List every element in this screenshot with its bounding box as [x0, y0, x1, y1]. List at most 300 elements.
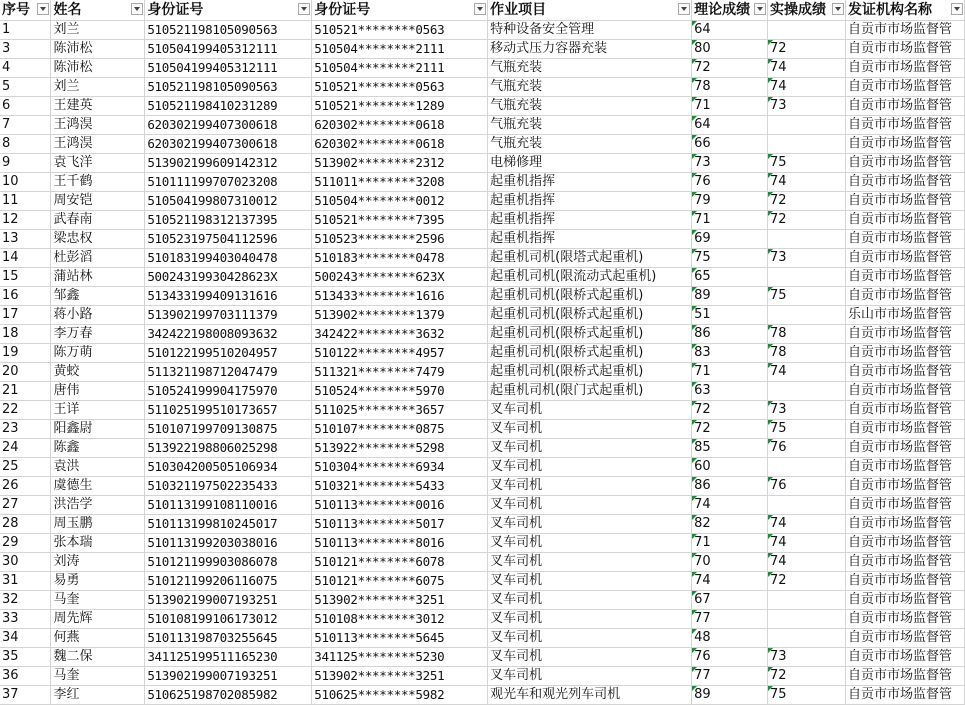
- col-name-cell[interactable]: 周安铠: [51, 192, 145, 211]
- col-seq-cell[interactable]: 26: [0, 477, 51, 496]
- col-issuer-cell[interactable]: 自贡市市场监督管: [845, 344, 964, 363]
- col-id-masked-cell[interactable]: 510113********8016: [312, 534, 488, 553]
- col-seq-cell[interactable]: 13: [0, 230, 51, 249]
- col-issuer-cell[interactable]: 自贡市市场监督管: [845, 610, 964, 629]
- col-name-cell[interactable]: 阳鑫尉: [51, 420, 145, 439]
- col-id-masked-cell[interactable]: 510521********0563: [312, 21, 488, 40]
- col-issuer-cell[interactable]: 自贡市市场监督管: [845, 249, 964, 268]
- col-project-cell[interactable]: 气瓶充装: [488, 97, 692, 116]
- col-id-masked-cell[interactable]: 620302********0618: [312, 116, 488, 135]
- col-id-cell[interactable]: 513922198806025298: [145, 439, 312, 458]
- col-theory-score-cell[interactable]: 72: [692, 59, 768, 78]
- col-seq-cell[interactable]: 36: [0, 667, 51, 686]
- col-id-cell[interactable]: 620302199407300618: [145, 135, 312, 154]
- col-name-header[interactable]: [51, 0, 145, 21]
- col-issuer-cell[interactable]: 自贡市市场监督管: [845, 553, 964, 572]
- col-issuer-cell[interactable]: 自贡市市场监督管: [845, 325, 964, 344]
- col-theory-score-cell[interactable]: 63: [692, 382, 768, 401]
- col-project-cell[interactable]: 起重机司机(限塔式起重机): [488, 249, 692, 268]
- col-theory-score-cell[interactable]: 48: [692, 629, 768, 648]
- col-issuer-cell[interactable]: 自贡市市场监督管: [845, 648, 964, 667]
- col-practical-score-cell[interactable]: 73: [768, 401, 846, 420]
- col-practical-score-cell[interactable]: 75: [768, 287, 846, 306]
- col-theory-score-cell[interactable]: 89: [692, 686, 768, 705]
- col-seq-cell[interactable]: 34: [0, 629, 51, 648]
- col-theory-score-cell[interactable]: 71: [692, 363, 768, 382]
- filter-dropdown-icon[interactable]: [678, 3, 690, 15]
- col-theory-score-cell[interactable]: 76: [692, 173, 768, 192]
- col-project-cell[interactable]: 叉车司机: [488, 553, 692, 572]
- col-project-cell[interactable]: 叉车司机: [488, 420, 692, 439]
- col-issuer-header[interactable]: [845, 0, 964, 21]
- col-practical-score-cell[interactable]: 74: [768, 534, 846, 553]
- col-seq-cell[interactable]: 24: [0, 439, 51, 458]
- col-project-cell[interactable]: 起重机司机(限桥式起重机): [488, 306, 692, 325]
- col-theory-score-cell[interactable]: 89: [692, 287, 768, 306]
- filter-dropdown-icon[interactable]: [754, 3, 766, 15]
- col-project-cell[interactable]: 叉车司机: [488, 667, 692, 686]
- col-theory-score-cell[interactable]: 79: [692, 192, 768, 211]
- col-issuer-cell[interactable]: 自贡市市场监督管: [845, 534, 964, 553]
- col-name-cell[interactable]: 何燕: [51, 629, 145, 648]
- col-practical-score-cell[interactable]: 75: [768, 420, 846, 439]
- filter-dropdown-icon[interactable]: [951, 3, 963, 15]
- col-practical-score-cell[interactable]: 74: [768, 78, 846, 97]
- col-practical-score-cell[interactable]: 75: [768, 154, 846, 173]
- col-id-masked-cell[interactable]: 510521********0563: [312, 78, 488, 97]
- col-project-cell[interactable]: 叉车司机: [488, 534, 692, 553]
- col-name-cell[interactable]: 蒋小路: [51, 306, 145, 325]
- col-practical-score-cell[interactable]: 78: [768, 344, 846, 363]
- col-id-cell[interactable]: 510321197502235433: [145, 477, 312, 496]
- col-project-header[interactable]: [488, 0, 692, 21]
- col-theory-score-cell[interactable]: 72: [692, 420, 768, 439]
- col-id-masked-cell[interactable]: 620302********0618: [312, 135, 488, 154]
- col-theory-score-cell[interactable]: 74: [692, 496, 768, 515]
- filter-dropdown-icon[interactable]: [37, 3, 49, 15]
- col-practical-score-cell[interactable]: 75: [768, 686, 846, 705]
- col-seq-cell[interactable]: 14: [0, 249, 51, 268]
- col-id-masked-cell[interactable]: 510107********0875: [312, 420, 488, 439]
- col-practical-score-cell[interactable]: 73: [768, 249, 846, 268]
- col-practical-score-cell[interactable]: [768, 458, 846, 477]
- col-practical-score-cell[interactable]: 76: [768, 477, 846, 496]
- col-id-cell[interactable]: 510625198702085982: [145, 686, 312, 705]
- col-theory-score-cell[interactable]: 69: [692, 230, 768, 249]
- col-name-cell[interactable]: 虞德生: [51, 477, 145, 496]
- col-id-cell[interactable]: 510521198105090563: [145, 21, 312, 40]
- col-theory-score-cell[interactable]: 66: [692, 135, 768, 154]
- col-theory-score-cell[interactable]: 70: [692, 553, 768, 572]
- col-id-cell[interactable]: 513902199007193251: [145, 667, 312, 686]
- col-id-masked-cell[interactable]: 510523********2596: [312, 230, 488, 249]
- col-issuer-cell[interactable]: 自贡市市场监督管: [845, 78, 964, 97]
- col-theory-score-cell[interactable]: 82: [692, 515, 768, 534]
- col-project-cell[interactable]: 起重机指挥: [488, 173, 692, 192]
- col-name-cell[interactable]: 魏二保: [51, 648, 145, 667]
- col-practical-score-cell[interactable]: 73: [768, 97, 846, 116]
- col-issuer-cell[interactable]: 自贡市市场监督管: [845, 667, 964, 686]
- col-practical-score-cell[interactable]: 74: [768, 553, 846, 572]
- col-issuer-cell[interactable]: 自贡市市场监督管: [845, 211, 964, 230]
- col-name-cell[interactable]: 刘兰: [51, 21, 145, 40]
- col-seq-cell[interactable]: 12: [0, 211, 51, 230]
- col-theory-score-cell[interactable]: 75: [692, 249, 768, 268]
- col-id-cell[interactable]: 513433199409131616: [145, 287, 312, 306]
- col-seq-cell[interactable]: 31: [0, 572, 51, 591]
- col-practical-score-cell[interactable]: [768, 591, 846, 610]
- col-id-cell[interactable]: 50024319930428623X: [145, 268, 312, 287]
- col-id-masked-cell[interactable]: 341125********5230: [312, 648, 488, 667]
- col-practical-score-cell[interactable]: 74: [768, 515, 846, 534]
- col-id-masked-cell[interactable]: 510304********6934: [312, 458, 488, 477]
- col-project-cell[interactable]: 叉车司机: [488, 515, 692, 534]
- col-issuer-cell[interactable]: 自贡市市场监督管: [845, 458, 964, 477]
- col-id-cell[interactable]: 510113199203038016: [145, 534, 312, 553]
- col-theory-score-cell[interactable]: 71: [692, 97, 768, 116]
- col-id-masked-cell[interactable]: 510121********6078: [312, 553, 488, 572]
- col-issuer-cell[interactable]: 自贡市市场监督管: [845, 287, 964, 306]
- col-id-cell[interactable]: 510108199106173012: [145, 610, 312, 629]
- col-name-cell[interactable]: 唐伟: [51, 382, 145, 401]
- col-theory-score-cell[interactable]: 83: [692, 344, 768, 363]
- col-id-masked-cell[interactable]: 513433********1616: [312, 287, 488, 306]
- col-seq-cell[interactable]: 5: [0, 78, 51, 97]
- col-seq-cell[interactable]: 20: [0, 363, 51, 382]
- col-id-masked-cell[interactable]: 511025********3657: [312, 401, 488, 420]
- col-practical-score-cell[interactable]: [768, 629, 846, 648]
- col-theory-score-cell[interactable]: 77: [692, 667, 768, 686]
- col-id-cell[interactable]: 510121199903086078: [145, 553, 312, 572]
- col-practical-score-cell[interactable]: 74: [768, 363, 846, 382]
- col-seq-cell[interactable]: 11: [0, 192, 51, 211]
- col-practical-score-cell[interactable]: 72: [768, 667, 846, 686]
- col-practical-score-cell[interactable]: 72: [768, 192, 846, 211]
- col-seq-cell[interactable]: 30: [0, 553, 51, 572]
- col-name-cell[interactable]: 梁忠权: [51, 230, 145, 249]
- col-seq-cell[interactable]: 22: [0, 401, 51, 420]
- col-name-cell[interactable]: 李万春: [51, 325, 145, 344]
- col-seq-cell[interactable]: 17: [0, 306, 51, 325]
- col-project-cell[interactable]: 特种设备安全管理: [488, 21, 692, 40]
- col-theory-score-cell[interactable]: 51: [692, 306, 768, 325]
- col-id-masked-cell[interactable]: 510108********3012: [312, 610, 488, 629]
- col-seq-cell[interactable]: 6: [0, 97, 51, 116]
- col-name-cell[interactable]: 王鸿淏: [51, 116, 145, 135]
- col-name-cell[interactable]: 刘涛: [51, 553, 145, 572]
- col-id-masked-cell[interactable]: 513902********3251: [312, 591, 488, 610]
- col-name-cell[interactable]: 周玉鹏: [51, 515, 145, 534]
- col-theory-score-cell[interactable]: 76: [692, 648, 768, 667]
- col-id-cell[interactable]: 510521198410231289: [145, 97, 312, 116]
- col-theory-score-cell[interactable]: 73: [692, 154, 768, 173]
- col-project-cell[interactable]: 电梯修理: [488, 154, 692, 173]
- col-issuer-cell[interactable]: 自贡市市场监督管: [845, 21, 964, 40]
- col-name-cell[interactable]: 陈鑫: [51, 439, 145, 458]
- col-issuer-cell[interactable]: 自贡市市场监督管: [845, 40, 964, 59]
- col-issuer-cell[interactable]: 自贡市市场监督管: [845, 515, 964, 534]
- col-seq-cell[interactable]: 32: [0, 591, 51, 610]
- col-id-cell[interactable]: 510504199405312111: [145, 40, 312, 59]
- col-name-cell[interactable]: 王鸿淏: [51, 135, 145, 154]
- col-name-cell[interactable]: 邹鑫: [51, 287, 145, 306]
- col-id-masked-cell[interactable]: 510113********5645: [312, 629, 488, 648]
- col-project-cell[interactable]: 叉车司机: [488, 458, 692, 477]
- col-id-cell[interactable]: 510304200505106934: [145, 458, 312, 477]
- col-issuer-cell[interactable]: 自贡市市场监督管: [845, 439, 964, 458]
- col-issuer-cell[interactable]: 自贡市市场监督管: [845, 496, 964, 515]
- col-id-masked-cell[interactable]: 513902********3251: [312, 667, 488, 686]
- col-theory-score-header[interactable]: [692, 0, 768, 21]
- col-name-cell[interactable]: 黄蛟: [51, 363, 145, 382]
- col-name-cell[interactable]: 杜彭滔: [51, 249, 145, 268]
- col-issuer-cell[interactable]: 自贡市市场监督管: [845, 572, 964, 591]
- col-project-cell[interactable]: 起重机司机(限流动式起重机): [488, 268, 692, 287]
- col-theory-score-cell[interactable]: 80: [692, 40, 768, 59]
- col-id-masked-cell[interactable]: 510122********4957: [312, 344, 488, 363]
- col-issuer-cell[interactable]: 自贡市市场监督管: [845, 629, 964, 648]
- col-issuer-cell[interactable]: 自贡市市场监督管: [845, 686, 964, 705]
- col-id-masked-cell[interactable]: 500243********623X: [312, 268, 488, 287]
- col-id-cell[interactable]: 510521198312137395: [145, 211, 312, 230]
- col-id-masked-cell[interactable]: 510121********6075: [312, 572, 488, 591]
- col-seq-cell[interactable]: 33: [0, 610, 51, 629]
- col-id-cell[interactable]: 513902199007193251: [145, 591, 312, 610]
- col-seq-cell[interactable]: 7: [0, 116, 51, 135]
- col-project-cell[interactable]: 气瓶充装: [488, 78, 692, 97]
- col-theory-score-cell[interactable]: 85: [692, 439, 768, 458]
- col-id-masked-cell[interactable]: 510524********5970: [312, 382, 488, 401]
- col-id-masked-cell[interactable]: 510113********5017: [312, 515, 488, 534]
- col-seq-cell[interactable]: 3: [0, 40, 51, 59]
- col-seq-cell[interactable]: 1: [0, 21, 51, 40]
- col-practical-score-cell[interactable]: 72: [768, 40, 846, 59]
- col-practical-score-cell[interactable]: 74: [768, 59, 846, 78]
- col-id-cell[interactable]: 620302199407300618: [145, 116, 312, 135]
- col-project-cell[interactable]: 起重机司机(限门式起重机): [488, 382, 692, 401]
- col-theory-score-cell[interactable]: 65: [692, 268, 768, 287]
- col-project-cell[interactable]: 叉车司机: [488, 591, 692, 610]
- col-project-cell[interactable]: 观光车和观光列车司机: [488, 686, 692, 705]
- col-id-masked-cell[interactable]: 513902********2312: [312, 154, 488, 173]
- col-project-cell[interactable]: 移动式压力容器充装: [488, 40, 692, 59]
- col-seq-cell[interactable]: 19: [0, 344, 51, 363]
- col-practical-score-cell[interactable]: 78: [768, 325, 846, 344]
- col-seq-cell[interactable]: 9: [0, 154, 51, 173]
- col-theory-score-cell[interactable]: 78: [692, 78, 768, 97]
- col-id-masked-cell[interactable]: 511321********7479: [312, 363, 488, 382]
- col-seq-cell[interactable]: 18: [0, 325, 51, 344]
- col-issuer-cell[interactable]: 自贡市市场监督管: [845, 382, 964, 401]
- col-project-cell[interactable]: 叉车司机: [488, 610, 692, 629]
- col-seq-cell[interactable]: 16: [0, 287, 51, 306]
- col-issuer-cell[interactable]: 自贡市市场监督管: [845, 116, 964, 135]
- col-issuer-cell[interactable]: 自贡市市场监督管: [845, 230, 964, 249]
- col-seq-cell[interactable]: 25: [0, 458, 51, 477]
- col-practical-score-cell[interactable]: [768, 268, 846, 287]
- filter-dropdown-icon[interactable]: [474, 3, 486, 15]
- col-theory-score-cell[interactable]: 60: [692, 458, 768, 477]
- col-seq-cell[interactable]: 28: [0, 515, 51, 534]
- col-theory-score-cell[interactable]: 64: [692, 21, 768, 40]
- col-practical-score-header[interactable]: [768, 0, 846, 21]
- col-theory-score-cell[interactable]: 77: [692, 610, 768, 629]
- col-id-cell[interactable]: 511025199510173657: [145, 401, 312, 420]
- col-id-cell[interactable]: 342422198008093632: [145, 325, 312, 344]
- col-project-cell[interactable]: 起重机指挥: [488, 192, 692, 211]
- col-id-masked-cell[interactable]: 510521********1289: [312, 97, 488, 116]
- col-name-cell[interactable]: 陈沛松: [51, 59, 145, 78]
- col-id-masked-cell[interactable]: 510625********5982: [312, 686, 488, 705]
- col-seq-cell[interactable]: 10: [0, 173, 51, 192]
- col-issuer-cell[interactable]: 乐山市市场监督管: [845, 306, 964, 325]
- col-name-cell[interactable]: 王详: [51, 401, 145, 420]
- col-id-cell[interactable]: 513902199609142312: [145, 154, 312, 173]
- col-project-cell[interactable]: 气瓶充装: [488, 116, 692, 135]
- col-project-cell[interactable]: 起重机指挥: [488, 211, 692, 230]
- col-issuer-cell[interactable]: 自贡市市场监督管: [845, 97, 964, 116]
- col-project-cell[interactable]: 叉车司机: [488, 439, 692, 458]
- col-issuer-cell[interactable]: 自贡市市场监督管: [845, 192, 964, 211]
- col-id-cell[interactable]: 513902199703111379: [145, 306, 312, 325]
- col-id-masked-cell[interactable]: 510321********5433: [312, 477, 488, 496]
- col-project-cell[interactable]: 气瓶充装: [488, 59, 692, 78]
- col-project-cell[interactable]: 气瓶充装: [488, 135, 692, 154]
- col-practical-score-cell[interactable]: 72: [768, 572, 846, 591]
- col-name-cell[interactable]: 张本瑞: [51, 534, 145, 553]
- col-id-cell[interactable]: 510113199810245017: [145, 515, 312, 534]
- col-issuer-cell[interactable]: 自贡市市场监督管: [845, 135, 964, 154]
- col-issuer-cell[interactable]: 自贡市市场监督管: [845, 401, 964, 420]
- col-seq-cell[interactable]: 23: [0, 420, 51, 439]
- col-project-cell[interactable]: 起重机指挥: [488, 230, 692, 249]
- col-id-header[interactable]: [145, 0, 312, 21]
- col-issuer-cell[interactable]: 自贡市市场监督管: [845, 591, 964, 610]
- col-project-cell[interactable]: 叉车司机: [488, 496, 692, 515]
- col-name-cell[interactable]: 陈沛松: [51, 40, 145, 59]
- col-id-masked-cell[interactable]: 510504********2111: [312, 40, 488, 59]
- col-theory-score-cell[interactable]: 64: [692, 116, 768, 135]
- col-id-cell[interactable]: 510107199709130875: [145, 420, 312, 439]
- col-name-cell[interactable]: 武春南: [51, 211, 145, 230]
- col-id-cell[interactable]: 510524199904175970: [145, 382, 312, 401]
- col-theory-score-cell[interactable]: 67: [692, 591, 768, 610]
- col-project-cell[interactable]: 起重机司机(限桥式起重机): [488, 325, 692, 344]
- col-name-cell[interactable]: 王建英: [51, 97, 145, 116]
- col-practical-score-cell[interactable]: 76: [768, 439, 846, 458]
- col-id-masked-cell[interactable]: 342422********3632: [312, 325, 488, 344]
- col-practical-score-cell[interactable]: 73: [768, 648, 846, 667]
- col-practical-score-cell[interactable]: [768, 135, 846, 154]
- col-name-cell[interactable]: 易勇: [51, 572, 145, 591]
- col-practical-score-cell[interactable]: [768, 306, 846, 325]
- col-id-masked-cell[interactable]: 513922********5298: [312, 439, 488, 458]
- col-seq-cell[interactable]: 35: [0, 648, 51, 667]
- col-issuer-cell[interactable]: 自贡市市场监督管: [845, 59, 964, 78]
- col-name-cell[interactable]: 袁飞洋: [51, 154, 145, 173]
- col-project-cell[interactable]: 起重机司机(限桥式起重机): [488, 344, 692, 363]
- col-seq-cell[interactable]: 15: [0, 268, 51, 287]
- col-id-cell[interactable]: 510504199405312111: [145, 59, 312, 78]
- col-theory-score-cell[interactable]: 74: [692, 572, 768, 591]
- col-id-cell[interactable]: 510521198105090563: [145, 78, 312, 97]
- col-id-cell[interactable]: 510183199403040478: [145, 249, 312, 268]
- col-id-cell[interactable]: 510523197504112596: [145, 230, 312, 249]
- col-id-cell[interactable]: 510121199206116075: [145, 572, 312, 591]
- col-id-cell[interactable]: 511321198712047479: [145, 363, 312, 382]
- col-theory-score-cell[interactable]: 71: [692, 211, 768, 230]
- col-name-cell[interactable]: 蒲站林: [51, 268, 145, 287]
- col-id-cell[interactable]: 510504199807310012: [145, 192, 312, 211]
- col-project-cell[interactable]: 叉车司机: [488, 401, 692, 420]
- col-issuer-cell[interactable]: 自贡市市场监督管: [845, 154, 964, 173]
- col-project-cell[interactable]: 叉车司机: [488, 477, 692, 496]
- filter-dropdown-icon[interactable]: [832, 3, 844, 15]
- col-issuer-cell[interactable]: 自贡市市场监督管: [845, 173, 964, 192]
- col-project-cell[interactable]: 叉车司机: [488, 572, 692, 591]
- col-project-cell[interactable]: 起重机司机(限桥式起重机): [488, 363, 692, 382]
- col-project-cell[interactable]: 叉车司机: [488, 648, 692, 667]
- col-seq-cell[interactable]: 4: [0, 59, 51, 78]
- col-id-cell[interactable]: 510113198703255645: [145, 629, 312, 648]
- col-issuer-cell[interactable]: 自贡市市场监督管: [845, 363, 964, 382]
- col-id-masked-cell[interactable]: 510521********7395: [312, 211, 488, 230]
- col-seq-cell[interactable]: 29: [0, 534, 51, 553]
- col-practical-score-cell[interactable]: 74: [768, 173, 846, 192]
- col-id-cell[interactable]: 510122199510204957: [145, 344, 312, 363]
- col-issuer-cell[interactable]: 自贡市市场监督管: [845, 477, 964, 496]
- filter-dropdown-icon[interactable]: [131, 3, 143, 15]
- col-name-cell[interactable]: 马奎: [51, 667, 145, 686]
- col-project-cell[interactable]: 起重机司机(限桥式起重机): [488, 287, 692, 306]
- col-practical-score-cell[interactable]: [768, 610, 846, 629]
- col-name-cell[interactable]: 洪浩学: [51, 496, 145, 515]
- col-name-cell[interactable]: 陈万萌: [51, 344, 145, 363]
- col-project-cell[interactable]: 叉车司机: [488, 629, 692, 648]
- filter-dropdown-icon[interactable]: [298, 3, 310, 15]
- col-name-cell[interactable]: 袁洪: [51, 458, 145, 477]
- col-practical-score-cell[interactable]: [768, 496, 846, 515]
- col-seq-cell[interactable]: 8: [0, 135, 51, 154]
- col-id-cell[interactable]: 510111199707023208: [145, 173, 312, 192]
- col-id-masked-cell[interactable]: 510113********0016: [312, 496, 488, 515]
- col-id-cell[interactable]: 510113199108110016: [145, 496, 312, 515]
- col-practical-score-cell[interactable]: 72: [768, 211, 846, 230]
- col-theory-score-cell[interactable]: 71: [692, 534, 768, 553]
- col-id-masked-cell[interactable]: 510504********0012: [312, 192, 488, 211]
- col-name-cell[interactable]: 周先辉: [51, 610, 145, 629]
- col-id-cell[interactable]: 341125199511165230: [145, 648, 312, 667]
- col-name-cell[interactable]: 马奎: [51, 591, 145, 610]
- col-seq-cell[interactable]: 37: [0, 686, 51, 705]
- col-theory-score-cell[interactable]: 86: [692, 477, 768, 496]
- col-name-cell[interactable]: 刘兰: [51, 78, 145, 97]
- col-practical-score-cell[interactable]: [768, 21, 846, 40]
- col-practical-score-cell[interactable]: [768, 382, 846, 401]
- col-seq-cell[interactable]: 21: [0, 382, 51, 401]
- col-issuer-cell[interactable]: 自贡市市场监督管: [845, 420, 964, 439]
- col-practical-score-cell[interactable]: [768, 230, 846, 249]
- col-name-cell[interactable]: 李红: [51, 686, 145, 705]
- col-issuer-cell[interactable]: 自贡市市场监督管: [845, 268, 964, 287]
- col-theory-score-cell[interactable]: 72: [692, 401, 768, 420]
- col-practical-score-cell[interactable]: [768, 116, 846, 135]
- col-id-masked-cell[interactable]: 511011********3208: [312, 173, 488, 192]
- col-id-masked-cell[interactable]: 510504********2111: [312, 59, 488, 78]
- col-id-masked-header[interactable]: [312, 0, 488, 21]
- col-id-masked-cell[interactable]: 510183********0478: [312, 249, 488, 268]
- col-theory-score-cell[interactable]: 86: [692, 325, 768, 344]
